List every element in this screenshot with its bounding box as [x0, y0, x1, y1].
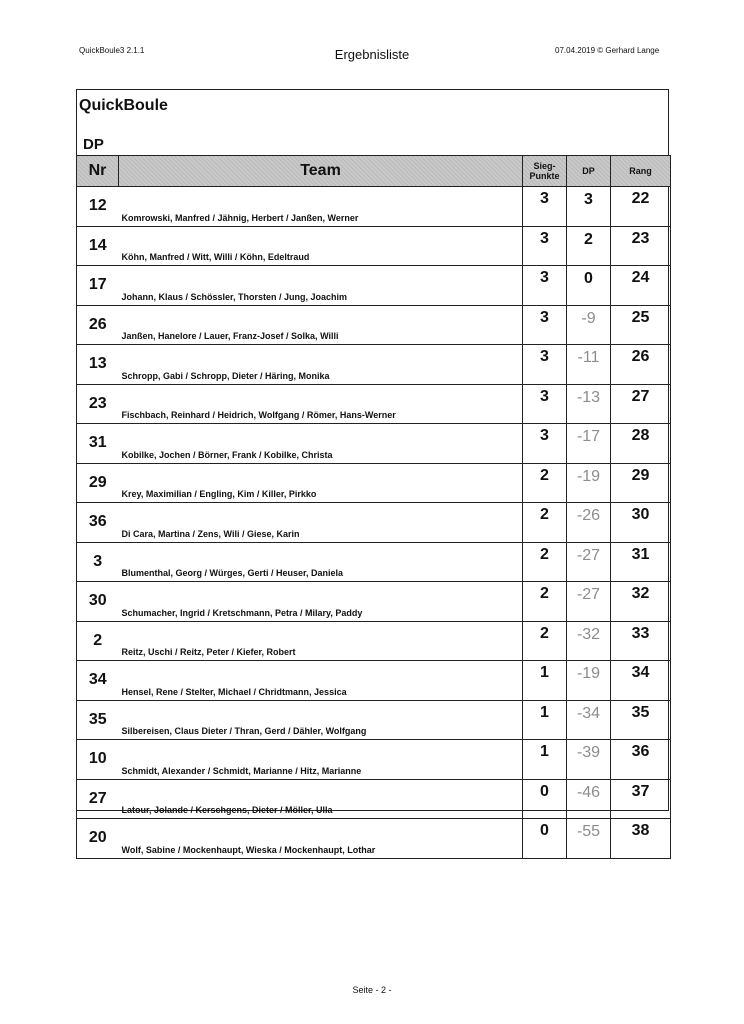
date-author: 07.04.2019 © Gerhard Lange: [555, 46, 660, 55]
team-number: 2: [77, 621, 119, 661]
team-number: 14: [77, 226, 119, 266]
table-row: [77, 661, 671, 701]
rank: 31: [611, 542, 671, 582]
app-version: QuickBoule3 2.1.1: [79, 46, 145, 55]
dp-value: -19: [567, 661, 611, 701]
team-number: 13: [77, 345, 119, 385]
team-names: Blumenthal, Georg / Würges, Gerti / Heuser, Daniela: [119, 542, 523, 582]
rank: 28: [611, 424, 671, 464]
column-header-siegpunkte: [523, 156, 567, 187]
sieg-punkte: 1: [523, 661, 567, 701]
column-header-rang: Rang: [611, 156, 671, 187]
team-names: Köhn, Manfred / Witt, Willi / Köhn, Edeltraud: [119, 226, 523, 266]
page-footer: Seite - 2 -: [352, 985, 392, 995]
table-row: [77, 621, 671, 661]
rank: 30: [611, 503, 671, 543]
sieg-punkte: 0: [523, 779, 567, 819]
sieg-punkte: 3: [523, 187, 567, 227]
team-number: 31: [77, 424, 119, 464]
rank: 38: [611, 819, 671, 859]
dp-value: 2: [567, 226, 611, 266]
sieg-punkte: 1: [523, 740, 567, 780]
table-row: [77, 424, 671, 464]
dp-value: 3: [567, 187, 611, 227]
table-row: [77, 226, 671, 266]
team-number: 29: [77, 463, 119, 503]
team-number: 30: [77, 582, 119, 622]
team-names: Komrowski, Manfred / Jähnig, Herbert / Janßen, Werner: [119, 187, 523, 227]
dp-value: -27: [567, 582, 611, 622]
sieg-punkte: 3: [523, 226, 567, 266]
sieg-punkte: 2: [523, 542, 567, 582]
team-names: Wolf, Sabine / Mockenhaupt, Wieska / Mockenhaupt, Lothar: [119, 819, 523, 859]
sieg-punkte: 1: [523, 700, 567, 740]
table-row: [77, 305, 671, 345]
document-title: Ergebnisliste: [334, 47, 410, 62]
column-header-nr: Nr: [77, 156, 119, 187]
column-header-siegpunkte-line2: Punkte: [529, 171, 560, 181]
results-table: [76, 155, 671, 859]
table-row: [77, 819, 671, 859]
team-number: 3: [77, 542, 119, 582]
team-names: Schumacher, Ingrid / Kretschmann, Petra / Milary, Paddy: [119, 582, 523, 622]
table-row: [77, 779, 671, 819]
dp-value: -46: [567, 779, 611, 819]
dp-value: -55: [567, 819, 611, 859]
dp-value: -17: [567, 424, 611, 464]
dp-value: -39: [567, 740, 611, 780]
team-number: 20: [77, 819, 119, 859]
sieg-punkte: 3: [523, 266, 567, 306]
team-names: Silbereisen, Claus Dieter / Thran, Gerd / Dähler, Wolfgang: [119, 700, 523, 740]
table-row: [77, 187, 671, 227]
rank: 33: [611, 621, 671, 661]
table-header-row: [77, 156, 671, 187]
dp-value: -13: [567, 384, 611, 424]
team-names: Schropp, Gabi / Schropp, Dieter / Häring, Monika: [119, 345, 523, 385]
team-number: 34: [77, 661, 119, 701]
rank: 24: [611, 266, 671, 306]
section-label: DP: [83, 136, 104, 153]
sieg-punkte: 3: [523, 384, 567, 424]
dp-value: -26: [567, 503, 611, 543]
rank: 35: [611, 700, 671, 740]
rank: 32: [611, 582, 671, 622]
team-names: Fischbach, Reinhard / Heidrich, Wolfgang / Römer, Hans-Werner: [119, 384, 523, 424]
team-names: Latour, Jolande / Kerschgens, Dieter / Möller, Ulla: [119, 779, 523, 819]
team-names: Kobilke, Jochen / Börner, Frank / Kobilke, Christa: [119, 424, 523, 464]
team-number: 36: [77, 503, 119, 543]
column-header-siegpunkte-line1: Sieg-: [533, 161, 556, 171]
table-row: [77, 542, 671, 582]
dp-value: 0: [567, 266, 611, 306]
team-number: 12: [77, 187, 119, 227]
table-row: [77, 582, 671, 622]
dp-value: -9: [567, 305, 611, 345]
team-number: 17: [77, 266, 119, 306]
table-row: [77, 345, 671, 385]
dp-value: -34: [567, 700, 611, 740]
sieg-punkte: 3: [523, 424, 567, 464]
team-number: 23: [77, 384, 119, 424]
rank: 29: [611, 463, 671, 503]
table-row: [77, 266, 671, 306]
team-number: 27: [77, 779, 119, 819]
team-names: Schmidt, Alexander / Schmidt, Marianne / Hitz, Marianne: [119, 740, 523, 780]
table-row: [77, 503, 671, 543]
rank: 23: [611, 226, 671, 266]
rank: 22: [611, 187, 671, 227]
rank: 27: [611, 384, 671, 424]
sieg-punkte: 2: [523, 503, 567, 543]
team-names: Krey, Maximilian / Engling, Kim / Killer, Pirkko: [119, 463, 523, 503]
dp-value: -11: [567, 345, 611, 385]
dp-value: -27: [567, 542, 611, 582]
dp-value: -32: [567, 621, 611, 661]
app-title: QuickBoule: [79, 97, 168, 114]
rank: 34: [611, 661, 671, 701]
table-row: [77, 463, 671, 503]
sieg-punkte: 2: [523, 582, 567, 622]
sieg-punkte: 3: [523, 345, 567, 385]
table-row: [77, 384, 671, 424]
sieg-punkte: 3: [523, 305, 567, 345]
sieg-punkte: 0: [523, 819, 567, 859]
sieg-punkte: 2: [523, 463, 567, 503]
dp-value: -19: [567, 463, 611, 503]
team-number: 10: [77, 740, 119, 780]
rank: 25: [611, 305, 671, 345]
sieg-punkte: 2: [523, 621, 567, 661]
team-number: 35: [77, 700, 119, 740]
team-names: Di Cara, Martina / Zens, Wili / Giese, Karin: [119, 503, 523, 543]
team-number: 26: [77, 305, 119, 345]
column-header-dp: DP: [567, 156, 611, 187]
team-names: Johann, Klaus / Schössler, Thorsten / Jung, Joachim: [119, 266, 523, 306]
team-names: Janßen, Hanelore / Lauer, Franz-Josef / Solka, Willi: [119, 305, 523, 345]
team-names: Reitz, Uschi / Reitz, Peter / Kiefer, Robert: [119, 621, 523, 661]
rank: 37: [611, 779, 671, 819]
table-row: [77, 700, 671, 740]
rank: 26: [611, 345, 671, 385]
table-row: [77, 740, 671, 780]
rank: 36: [611, 740, 671, 780]
team-names: Hensel, Rene / Stelter, Michael / Chridtmann, Jessica: [119, 661, 523, 701]
column-header-team: Team: [119, 156, 523, 187]
